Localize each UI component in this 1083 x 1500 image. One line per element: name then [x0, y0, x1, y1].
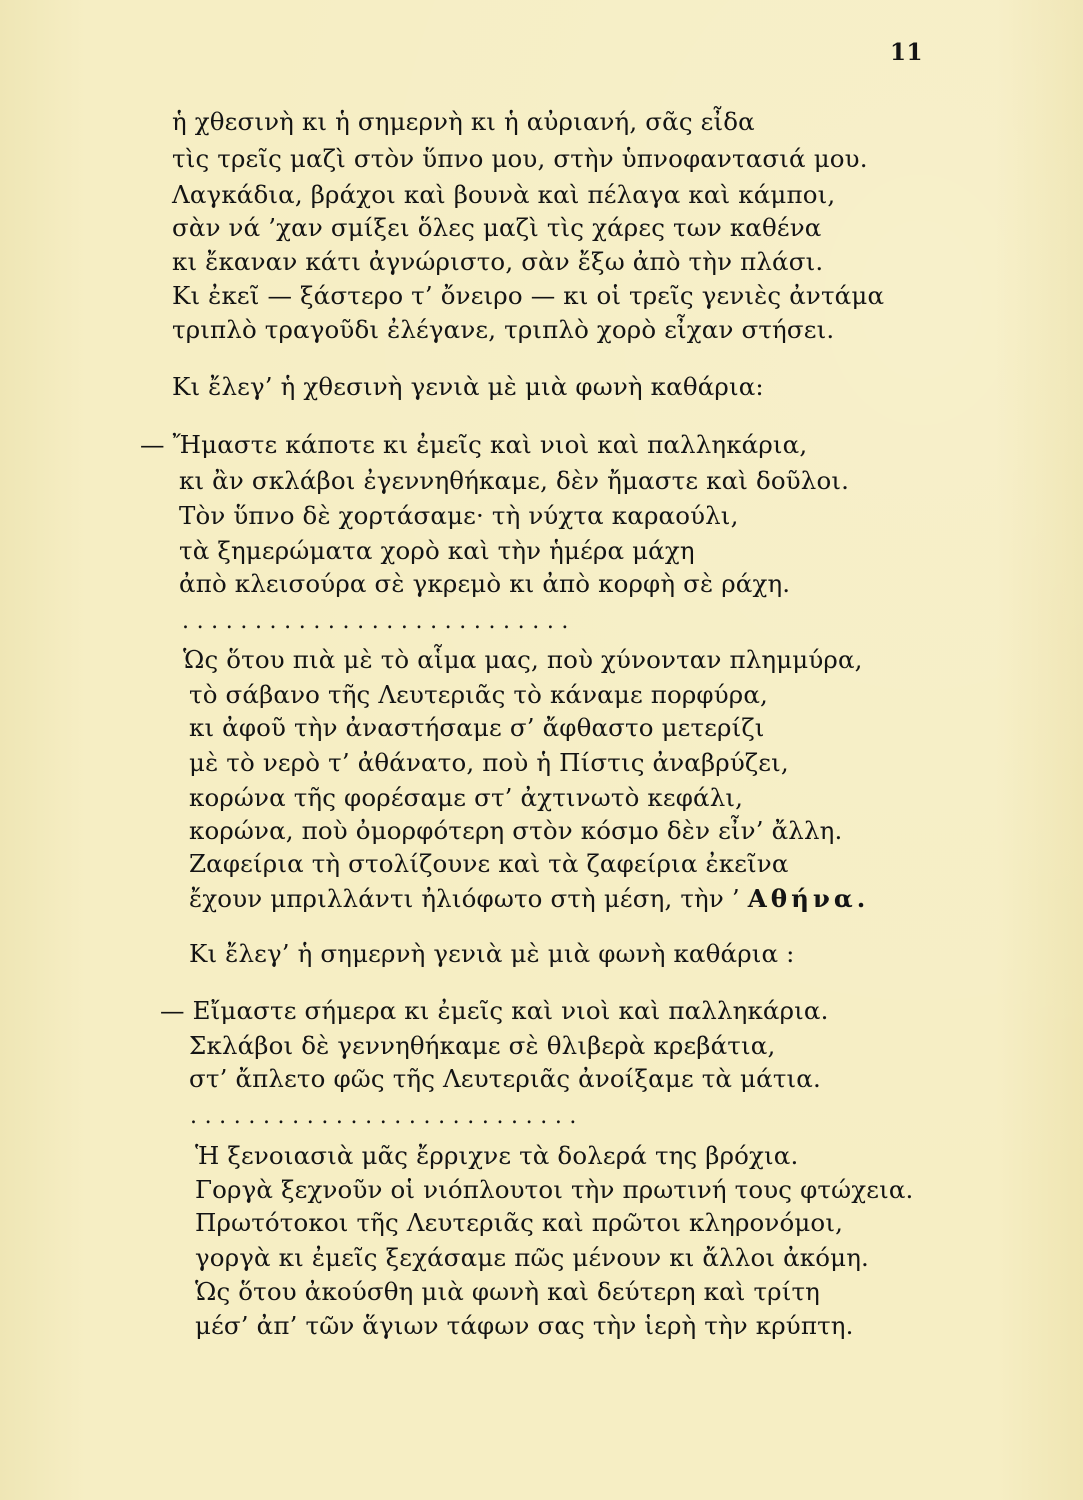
- poem-line: κορώνα τῆς φορέσαμε στ’ ἀχτινωτὸ κεφάλι,: [189, 783, 744, 812]
- poem-line: Τὸν ὕπνο δὲ χορτάσαμε· τὴ νύχτα καραούλι,: [179, 501, 739, 530]
- section-divider-dots: ...........................: [182, 609, 577, 634]
- poem-line: στ’ ἄπλετο φῶς τῆς Λευτεριᾶς ἀνοίξαμε τὰ μάτια.: [189, 1064, 821, 1093]
- poem-line-text: ἔχουν μπριλλάντι ἠλιόφωτο στὴ μέση, τὴν ’: [189, 884, 740, 913]
- poem-line: τὸ σάβανο τῆς Λευτεριᾶς τὸ κάναμε πορφύρα,: [189, 680, 768, 709]
- poem-line: [189, 884, 869, 914]
- poem-line: τὶς τρεῖς μαζὶ στὸν ὕπνο μου, στὴν ὑπνοφαντασιά μου.: [172, 144, 868, 173]
- poem-line: Ζαφείρια τὴ στολίζουνε καὶ τὰ ζαφείρια ἐκεῖνα: [189, 849, 789, 878]
- poem-line: Κι ἐκεῖ — ξάστερο τ’ ὄνειρο — κι οἱ τρεῖς γενιὲς ἀντάμα: [172, 281, 885, 310]
- poem-line: Σκλάβοι δὲ γεννηθήκαμε σὲ θλιβερὰ κρεβάτια,: [189, 1031, 776, 1060]
- poem-line: σὰν νά ’χαν σμίξει ὅλες μαζὶ τὶς χάρες των καθένα: [172, 213, 822, 242]
- poem-line: μέσ’ ἀπ’ τῶν ἅγιων τάφων σας τὴν ἱερὴ τὴν κρύπτη.: [195, 1311, 854, 1340]
- poem-line: Γοργὰ ξεχνοῦν οἱ νιόπλουτοι τὴν πρωτινή τους φτώχεια.: [195, 1175, 914, 1204]
- poem-line: κι ἔκαναν κάτι ἀγνώριστο, σὰν ἔξω ἀπὸ τὴν πλάσι.: [172, 247, 824, 276]
- poem-line: μὲ τὸ νερὸ τ’ ἀθάνατο, ποὺ ἡ Πίστις ἀναβρύζει,: [189, 748, 789, 777]
- poem-line: ἡ χθεσινὴ κι ἡ σημερνὴ κι ἡ αὐριανή, σᾶς εἶδα: [172, 107, 755, 136]
- poem-line: τὰ ξημερώματα χορὸ καὶ τὴν ἡμέρα μάχη: [179, 536, 695, 565]
- poem-line: — Ἤμαστε κάποτε κι ἐμεῖς καὶ νιοὶ καὶ παλληκάρια,: [140, 430, 808, 459]
- poem-line: Λαγκάδια, βράχοι καὶ βουνὰ καὶ πέλαγα καὶ κάμποι,: [172, 180, 836, 209]
- page-number: 11: [889, 39, 923, 66]
- poem-line: Ὡς ὅτου ἀκούσθη μιὰ φωνὴ καὶ δεύτερη καὶ τρίτη: [195, 1277, 821, 1306]
- poem-line: — Εἴμαστε σήμερα κι ἐμεῖς καὶ νιοὶ καὶ παλληκάρια.: [160, 996, 829, 1025]
- athena-word: Αθήνα.: [747, 884, 870, 913]
- poem-line: Ὡς ὅτου πιὰ μὲ τὸ αἷμα μας, ποὺ χύνονταν πλημμύρα,: [183, 645, 863, 674]
- poem-line: κι ἀφοῦ τὴν ἀναστήσαμε σ’ ἄφθαστο μετερίζι: [189, 713, 765, 742]
- poem-line: κι ἂν σκλάβοι ἐγεννηθήκαμε, δὲν ἤμαστε καὶ δοῦλοι.: [179, 466, 850, 495]
- poem-line: Πρωτότοκοι τῆς Λευτεριᾶς καὶ πρῶτοι κληρονόμοι,: [195, 1208, 844, 1237]
- poem-line: Ἡ ξενοιασιὰ μᾶς ἔρριχνε τὰ δολερά της βρόχια.: [195, 1141, 799, 1170]
- poem-line: ἀπὸ κλεισούρα σὲ γκρεμὸ κι ἀπὸ κορφὴ σὲ ράχη.: [179, 569, 791, 598]
- poem-line: τριπλὸ τραγοῦδι ἐλέγανε, τριπλὸ χορὸ εἶχαν στήσει.: [172, 315, 835, 344]
- poem-line: Κι ἔλεγ’ ἡ χθεσινὴ γενιὰ μὲ μιὰ φωνὴ καθάρια:: [172, 372, 764, 401]
- poem-line: γοργὰ κι ἐμεῖς ξεχάσαμε πῶς μένουν κι ἄλλοι ἀκόμη.: [195, 1243, 869, 1272]
- poem-line: κορώνα, ποὺ ὀμορφότερη στὸν κόσμο δὲν εἶν’ ἄλλη.: [189, 816, 843, 845]
- poem-line: Κι ἔλεγ’ ἡ σημερνὴ γενιὰ μὲ μιὰ φωνὴ καθάρια :: [189, 939, 795, 968]
- section-divider-dots: ...........................: [190, 1104, 585, 1129]
